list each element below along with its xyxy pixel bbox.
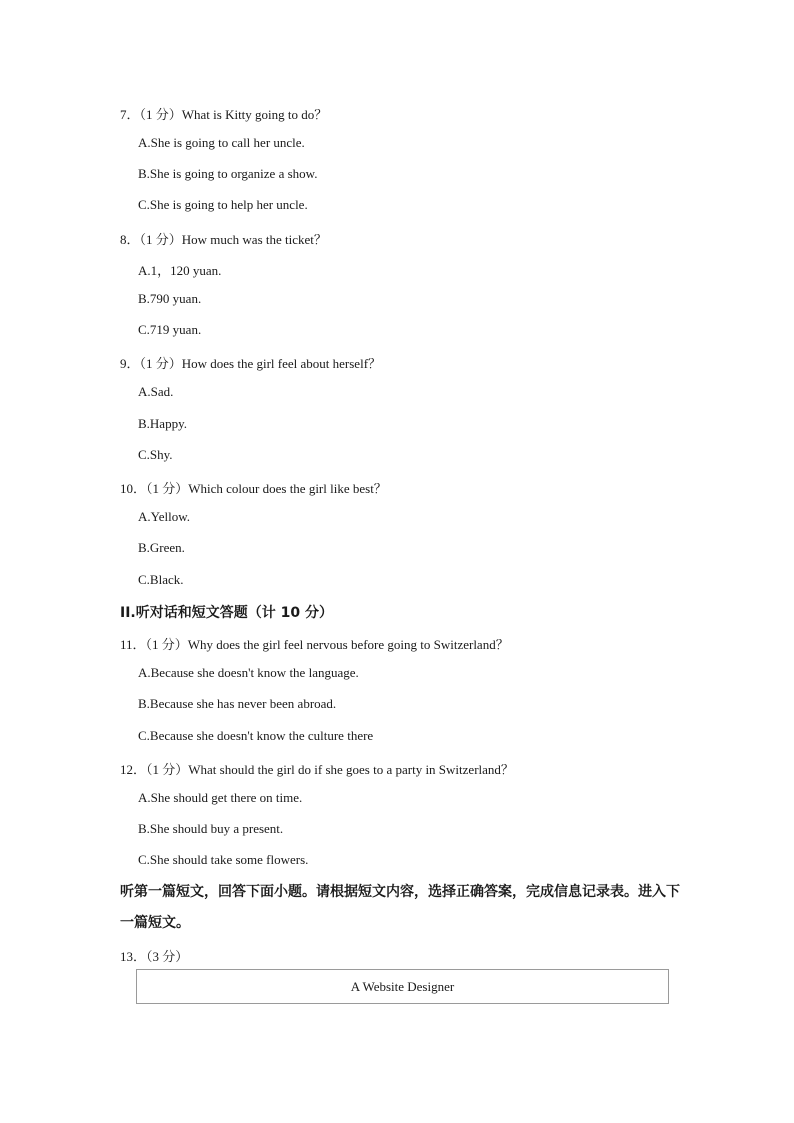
option-7a: A.She is going to call her uncle. bbox=[138, 135, 305, 150]
option-12a: A.She should get there on time. bbox=[138, 790, 303, 805]
question-7: 7．（1 分）What is Kitty going to do？ bbox=[120, 107, 328, 122]
question-9: 9．（1 分）How does the girl feel about herself？ bbox=[120, 356, 382, 371]
section-heading: II.听对话和短文答题（计 10 分） bbox=[120, 605, 333, 621]
option-10a: A.Yellow. bbox=[138, 509, 191, 524]
option-8c: C.719 yuan. bbox=[138, 322, 202, 337]
option-11b: B.Because she has never been abroad. bbox=[138, 696, 337, 711]
option-8b: B.790 yuan. bbox=[138, 291, 202, 306]
option-8a: A.1，120 yuan. bbox=[138, 263, 222, 278]
question-10: 10．（1 分）Which colour does the girl like best？ bbox=[120, 481, 387, 496]
option-10b: B.Green. bbox=[138, 540, 185, 555]
table-title-cell: A Website Designer bbox=[350, 978, 455, 994]
option-10c: C.Black. bbox=[138, 572, 184, 587]
listening-instruction: 听第一篇短文，回答下面小题。请根据短文内容，选择正确答案，完成信息记录表。进入下一篇短文。 bbox=[120, 884, 680, 931]
option-9b: B.Happy. bbox=[138, 416, 187, 431]
option-11c: C.Because she doesn't know the culture there bbox=[138, 728, 374, 743]
option-9a: A.Sad. bbox=[138, 384, 174, 399]
option-12c: C.She should take some flowers. bbox=[138, 852, 309, 867]
option-12b: B.She should buy a present. bbox=[138, 821, 284, 836]
option-9c: C.Shy. bbox=[138, 447, 173, 462]
question-11: 11．（1 分）Why does the girl feel nervous before going to Switzerland？ bbox=[120, 637, 509, 652]
question-12: 12．（1 分）What should the girl do if she goes to a party in Switzerland？ bbox=[120, 762, 514, 777]
option-11a: A.Because she doesn't know the language. bbox=[138, 665, 359, 680]
question-8: 8．（1 分）How much was the ticket？ bbox=[120, 232, 327, 247]
option-7c: C.She is going to help her uncle. bbox=[138, 197, 308, 212]
option-7b: B.She is going to organize a show. bbox=[138, 166, 318, 181]
question-13: 13．（3 分） bbox=[120, 949, 189, 964]
info-record-table bbox=[136, 969, 669, 1004]
